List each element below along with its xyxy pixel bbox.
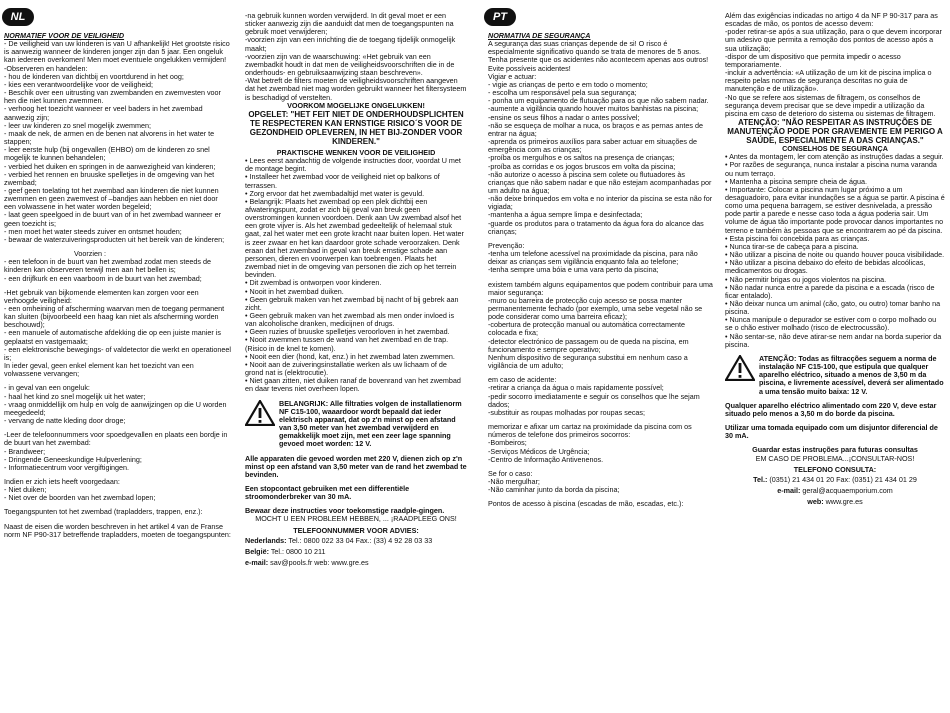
pt-guardar: Guardar estas instruções para futuras consultas: [752, 445, 918, 455]
nl-belangrijk: BELANGRIJK: Alle filtraties volgen de installatienorm NF C15-100, waaardoor wordt bepaald dat ieder elektrisch apparaat, dat op z'n minst op een afstand van 3,50 meter van het zwembad verwijderd en gemakkelijk moet zijn, met een zeer lage spanning gevoed moet worden: 12 V.: [279, 398, 462, 449]
nl-bijkomend: -Het gebruik van bijkomende elementen kan zorgen voor een verhoogde veiligheid: - een omheining of afscherming waarvan men de toegang permanent kan sluiten (bijvoorbeeld een haag kan niet als afscherming worden beschouwd); - een manuele of automatische afdekking die op een juiste manier is geplaatst en vastgemaakt; - een elektronische bewegings- of valdetector die werkt en operationeel is; In ieder geval, geen enkel element kan het toezicht van een volwassene vervangen;: [4, 287, 231, 379]
pt-prevencao: Prevenção: -tenha um telefone acessível na proximidade da piscina, para não deixar as crianças sem vigilância enquanto fala ao telefone; -tenha sempre uma bóia e uma vara perto da piscina;: [488, 240, 698, 275]
pt-intro: A segurança das suas crianças depende de si! O risco é especialmente significativo quando se trata de menores de 5 anos. Tenha presente que os acidentes não acontecem apenas aos outros! Evite possíveis acidentes! Vigiar e actuar: - vigie as crianças de perto e em todo o momento; - escolha um responsável pela sua segurança; - ponha um equipamento de flutuação para os que não sabem nadar. -aumente a vigilância quando houver muitos banhistas na piscina; -ensine os seus filhos a nadar o antes possível; -não se esqueça de molhar a nuca, os braços e as pernas antes de entrar na água; -aprenda os primeiros auxílios para saber actuar em situações de emergência com as crianças; -proíba os mergulhos e os saltos na presença de crianças; -proíba as corridas e os jogos bruscos em volta da piscina; -não autorize o acesso à piscina sem colete ou flutuadores às crianças que não sabem nadar e que não estejam acompanhadas por um adulto na água; -não deixe brinquedos em volta e no interior da piscina se esta não for vigiada; -mantenha a água sempre limpa e desinfectada; -guarde os produtos para o tratamento da água fora do alcance das crianças;: [488, 39, 713, 236]
pt-acidente: em caso de acidente: -retirar a criança da água o mais rapidamente possível; -pedir socorro imediatamente e seguir os conselhos que lhe sejam dados; -substituir as roupas molhadas por roupas secas;: [488, 375, 700, 417]
pt-page: [475, 0, 950, 713]
nl-title: NORMATIEF VOOR DE VEILIGHEID: [4, 31, 125, 40]
nl-praktische-heading: PRAKTISCHE WENKEN VOOR DE VEILIGHEID: [276, 147, 436, 157]
nl-warn-2: OPGELET: "HET FEIT NIET DE ONDERHOUDSPLICHTEN TE RESPECTEREN KAN ERNSTIGE RISICO´S VOOR DE GEZONDHEID OPLEVEREN, IN HET BIJ-ZONDER VOOR KINDEREN.": [248, 109, 464, 146]
pt-column-2: [725, 12, 945, 712]
nl-ongeluk: - in geval van een ongeluk: - haal het kind zo snel mogelijk uit het water; - vraag onmiddellijk om hulp en volg de aanwijzingen op die U worden meegedeeld; - vervang de natte kleding door droge;: [4, 383, 227, 426]
pt-se-for: Se for o caso: -Não mergulhar; -Não caminhar junto da borda da piscina;: [488, 468, 620, 495]
nl-contact-row: e-mail: sav@pools.fr web: www.gre.es: [245, 558, 369, 568]
nl-col2-top: -na gebruik kunnen worden verwijderd. In dit geval moet er een sticker aanwezig zijn die aanduidt dat men de toegangspunten na gebruik moet verwijderen; -voorzien zijn van een inrichting die de toegang tijdelijk onmogelijk maakt; -voorzien zijn van de waarschuwing: «Het gebruik van een zwembadkit houdt in dat men de veiligheidsvoorschriften die in de onderhouds- en gebruiksaanwijzing staan beschreven». -Wat betreft de filters moeten de veiligheidsvoorschriften aangeven dat het zwembad niet mag worden gebruikt wanneer het filtersysteem is beschadigd of verstelten.: [245, 12, 467, 102]
pt-aparelho: Qualquer aparelho eléctrico alimentado com 220 V, deve estar situado pelo menos a 3,50 m do borde da piscina.: [725, 400, 937, 418]
nl-verboden: Indien er zich iets heeft voorgedaan: - Niet duiken; - Niet over de boorden van het zwembad lopen;: [4, 476, 156, 503]
nl-apparaten: Alle apparaten die gevoed worden met 220 V, dienen zich op z'n minst op een afstand van 3,50 meter van de rand het zwembad te bevinden.: [245, 453, 467, 479]
nl-column-2: [245, 12, 467, 712]
nl-tips: • Lees eerst aandachtig de volgende instructies door, voordat U met de montage begint. • Installeer het zwembad voor de veiligheid niet op balkons of terrassen. • Zorg ervoor dat het zwembadaltijd met water is gevuld. • Belangrijk: Plaats het zwembad op een plek dichtbij een afwateringspunt, zodat er zich bij geval van breuk geen overstromingen kunnen voordoen. Denk aan Uw zwembad alsof het een grote vijver is. Als het zwembad gedeeltelijk of helemaal stuk gaat, zal het water met een grote kracht naar buiten lopen. Het water is zeer zwaar en het kan daardoor grote schade veroorzaken. Denk eraan dat het zwembad in geval van breuk ernstige schade aan personen, dieren en voorwerpen kan toebrengen. Plaats het zwembad niet in de omgeving van personen die zich op het terrein bevinden. • Dit zwembad is ontworpen voor kinderen. • Nooit in het zwembad duiken. • Geen gebruik maken van het zwembad bij nacht of bij gebrek aan zicht. • Geen gebruik maken van het zwembad als men onder invloed is van alcoholische dranken, medicijnen of drugs. • Geen ruzies of bruuske spelletjes veroorloven in het zwembad. • Nooit zwemmen tussen de wand van het zwembad en de trap.(Risico in de knel te komen). • Nooit een dier (hond, kat, enz.) in het zwembad laten zwemmen. • Nooit aan de zuiveringsinstallatie werken als uw lichaam of de grond nat is (elektrocutie). • Niet gaan zitten, niet duiken ranaf de bovenrand van het zwembad en daar tevens niet overheen lopen.: [245, 156, 464, 394]
pt-atencao-2: ATENÇÃO: Todas as filtracções seguem a norma de instalação NF C15-100, que estipula que qualquer aparelho eléctrico, situado a menos de 3,50 m da piscina, e livremente acessível, deverá ser alimentado a uma tensão muito baixa: 12 V.: [759, 353, 944, 396]
pt-contact-row: e-mail: geral@acquaemporium.com: [777, 485, 893, 495]
nl-probleem: MOCHT U EEN PROBLEEM HEBBEN, ... ¡RAADPLEEG ONS!: [255, 514, 457, 524]
pt-tomada: Utilizar uma tomada equipado com um disjuntor diferencial de 30 mA.: [725, 423, 938, 441]
nl-voorzien: - een telefoon in de buurt van het zwembad zodat men steeds de kinderen kan observeren terwijl men aan het bellen is; - een drijfkurk en een vaarboom in de buurt van het zwembad;: [4, 257, 211, 283]
pt-title: NORMATIVA DE SEGURANÇA: [488, 31, 591, 40]
pt-contact-row: Tel.: (0351) 21 434 01 20 Fax: (0351) 21 434 01 29: [753, 474, 917, 484]
pt-equipamentos: existem também alguns equipamentos que podem contribuir para uma maior segurança: -muro ou barreira de protecção cujo acesso se possa manter permanentemente fechado (por exemplo, uma sebe vegetal não se pode considerar como uma barreira eficaz); -cobertura de protecção manual ou automática correctamente colocada e fixa; -detector electrónico de passagem ou de queda na piscina, em funcionamento e sempre operativo; Nenhum dispositivo de segurança substitui em nenhum caso a vigilância de um adulto;: [488, 279, 713, 371]
nl-stopcontact: Een stopcontact gebruiken met een differentiële stroomonderbreker van 30 mA.: [245, 483, 410, 502]
nl-intro: - De veiligheid van uw kinderen is van U afhankelijk! Het grootste risico is aanwezig wanneer de kinderen jonger zijn dan 5 jaar. Een ongeluk kan iedereen overkomen! Men moet eventuele ongelukken vermijden! -Observeren en handelen: - hou de kinderen van dichtbij en voortdurend in het oog; - kies een verantwoordelijke voor de veiligheid; - Beschik over een uitrusting van zwembanden en zwemvesten voor hen die niet kunnen zwemmen. - verhoog het toezicht wanneer er veel baders in het zwembad aanwezig zijn; - leer uw kinderen zo snel mogelijk zwemmen; - maak de nek, de armen en de benen nat alvorens in het water te stappen; - leer eerste hulp (bij ongevallen (EHBO) om de kinderen zo snel mogelijk te kunnen behandelen; - verbied het duiken en springen in de aanwezigheid van kinderen; - verbied het rennen en bruuske spelletjes in de omgeving van het zwembad; - geef geen toelating tot het zwembad aan kinderen die niet kunnen zwemmen en geen zwemvest of –bandjes aan hebben en niet door een volwassene in het water worden begeleid; - laat geen speelgoed in de buurt van of in het zwembad wanneer er geen toezicht is; - men moet het water steeds zuiver en ontsmet houden; - bewaar de waterzuiveringsproducten uit het bereik van de kinderen;: [4, 39, 230, 244]
nl-voorzien-heading: Voorzien :: [74, 249, 106, 259]
pt-pontos: Pontos de acesso à piscina (escadas de mão, escadas, etc.):: [488, 499, 684, 509]
pt-column-1: [488, 22, 713, 712]
pt-contact-row: web: www.gre.es: [807, 497, 863, 507]
warning-triangle-icon: [245, 400, 275, 426]
pt-tips: • Antes da montagem, ler com atenção as instruções dadas a seguir. • Por razões de segurança, nunca instalar a piscina numa varanda ou num terraço. • Mantenha a piscina sempre cheia de água. • Importante: Colocar a piscina num lugar próximo a um desaguadoiro, para evitar inundações se a água se partir. A piscina é como uma pequena barragem, se estiver desnivelada, a pressão pode partir a parede e nesse caso toda a água poderia sair. Um volume de água tão importante pode provocar danos importantes no terreno e também às pessoas que se encontrarem ao pé da piscina. • Esta piscina foi concebida para as crianças. • Nunca tirar-se de cabeça para a piscina. • Não utilizar a piscina de noite ou quando houver pouca visibilidade. • Não utilizar a piscina debaixo do efeito de bebidas alcoólicas, medicamentos ou drogas. • Não permitir brigas ou jogos violentos na piscina. • Não nadar nunca entre a parede da piscina e a escada (risco de ficar entalado). • Não deixar nunca um animal (cão, gato, ou outro) tomar banho na piscina. • Nunca manipule o depurador se estiver com o corpo molhado ou se o chão estiver molhado (risco de electrocussão). • Não sentar-se, não deve atirar-se nem andar na borda superior da piscina.: [725, 152, 945, 349]
pt-telefone-title: TELEFONO CONSULTA:: [793, 464, 877, 474]
pt-conselhos-heading: CONSELHOS DE SEGURANÇA: [782, 144, 888, 154]
nl-telefoonnummers: -Leer de telefoonnummers voor spoedgevallen en plaats een bordje in de buurt van het zwembad: - Brandweer; - Dringende Geneeskundige Hulpverlening; - Informatiecentrum voor vergiftigingen.: [4, 430, 228, 472]
nl-warning-box: [245, 400, 467, 449]
nl-contact-row: België: Tel.: 0800 10 211: [245, 546, 326, 556]
nl-warn-1: VOORKOM MOGELIJKE ONGELUKKEN!: [287, 100, 425, 110]
pt-language-badge: PT: [484, 8, 516, 26]
nl-bewaar: Bewaar deze instructies voor toekomstige raadple-gingen.: [245, 506, 445, 516]
pt-warning-box: [725, 355, 945, 396]
warning-triangle-icon: [725, 355, 755, 381]
nl-norm: Naast de eisen die worden beschreven in het artikel 4 van de Franse norm NF P90-317 betreffende trapladders, moeten de toegangspunten:: [4, 521, 231, 539]
nl-toegang: Toegangspunten tot het zwembad (trapladders, trappen, enz.):: [4, 507, 203, 517]
nl-telefoon-title: TELEFOONNUMMER VOOR ADVIES:: [293, 525, 419, 535]
pt-col2-top: Além das exigências indicadas no artigo 4 da NF P 90-317 para as escadas de mão, os pontos de acesso devem: -poder retirar-se após a sua utilização, para o que devem incorporar um adesivo que permita a remoção dos pontos de acesso após a sua utilização; -dispor de um dispositivo que permita impedir o acesso temporariamente. -incluir a advertência: «A utilização de um kit de piscina implica o respeito pelas normas de segurança descritas no guia de manutenção e de utilização». -No que se refere aos sistemas de filtragem, os conselhos de segurança devem precisar que se deve impedir a utilização da piscina em caso de deterioro do sistema ou sistemas de filtragem.: [725, 12, 942, 118]
nl-column-1: [4, 22, 231, 712]
nl-contact-row: Nederlands: Tel.: 0800 022 33 04 Fax.: (33) 4 92 28 03 33: [245, 535, 433, 545]
pt-problema: EM CASO DE PROBLEMA...¡CONSULTAR-NOS!: [755, 453, 915, 463]
nl-language-badge: NL: [2, 8, 34, 26]
pt-memorizar: memorizar e afixar um cartaz na proximidade da piscina com os números de telefone dos primeiros socorros: -Bombeiros; -Serviços Médicos de Urgência; -Centro de Informação Antivenenos.: [488, 422, 692, 464]
pt-atencao: ATENÇÃO: "NÃO RESPEITAR AS INSTRUÇÕES DE MANUTENÇÃO PODE POR GRAVEMENTE EM PERIGO A SAÚDE, ESPECIALMENTE A DAS CRIANÇAS.": [727, 118, 943, 146]
